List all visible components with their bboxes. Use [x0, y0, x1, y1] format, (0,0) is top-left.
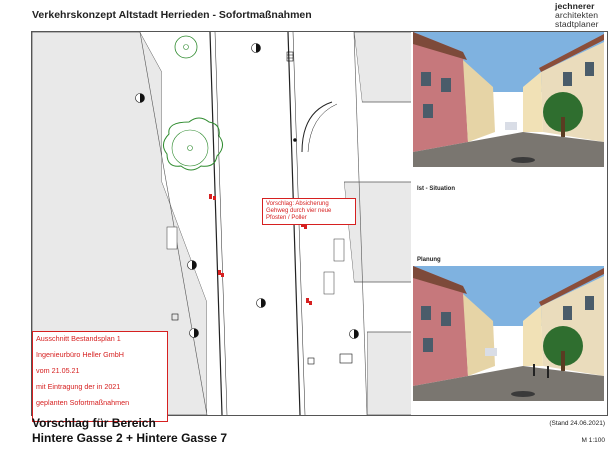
scale-label: M 1:100 [581, 437, 605, 444]
building-right-bottom [367, 332, 412, 415]
callout-line-3: Pfosten / Poller [266, 215, 307, 221]
photo-panel [411, 32, 607, 415]
date-stamp: (Stand 24.06.2021) [549, 420, 605, 427]
note-line-5: geplanten Sofortmaßnahmen [36, 398, 130, 407]
logo-line-2: architekten [555, 10, 599, 20]
proposal-callout [262, 198, 356, 225]
building-right-top [354, 32, 412, 102]
note-line-2: Ingenieurbüro Heller GmbH [36, 350, 124, 359]
proposal-title-line-2: Hintere Gasse 2 + Hintere Gasse 7 [32, 431, 228, 445]
company-logo [555, 2, 607, 29]
plan-source-note [32, 331, 168, 422]
logo-line-3: stadtplaner [555, 19, 599, 29]
photo-label-planung: Planung [417, 257, 441, 263]
photo-ist-situation [413, 32, 604, 167]
note-line-1: Ausschnitt Bestandsplan 1 [36, 334, 121, 343]
proposal-title-line-1: Vorschlag für Bereich [32, 416, 156, 430]
photo-planung [413, 266, 604, 401]
page-title: Verkehrskonzept Altstadt Herrieden - Sofortmaßnahmen [32, 9, 312, 21]
photo-label-ist: Ist - Situation [417, 186, 455, 192]
note-line-3: vom 21.05.21 [36, 366, 80, 375]
building-right-mid [344, 182, 412, 282]
callout-line-2: Gehweg durch vier neue [266, 208, 332, 214]
note-line-4: mit Eintragung der in 2021 [36, 382, 121, 391]
callout-line-1: Vorschlag: Absicherung [266, 201, 329, 207]
proposal-title [32, 416, 227, 446]
logo-line-1: jechnerer [555, 1, 595, 11]
